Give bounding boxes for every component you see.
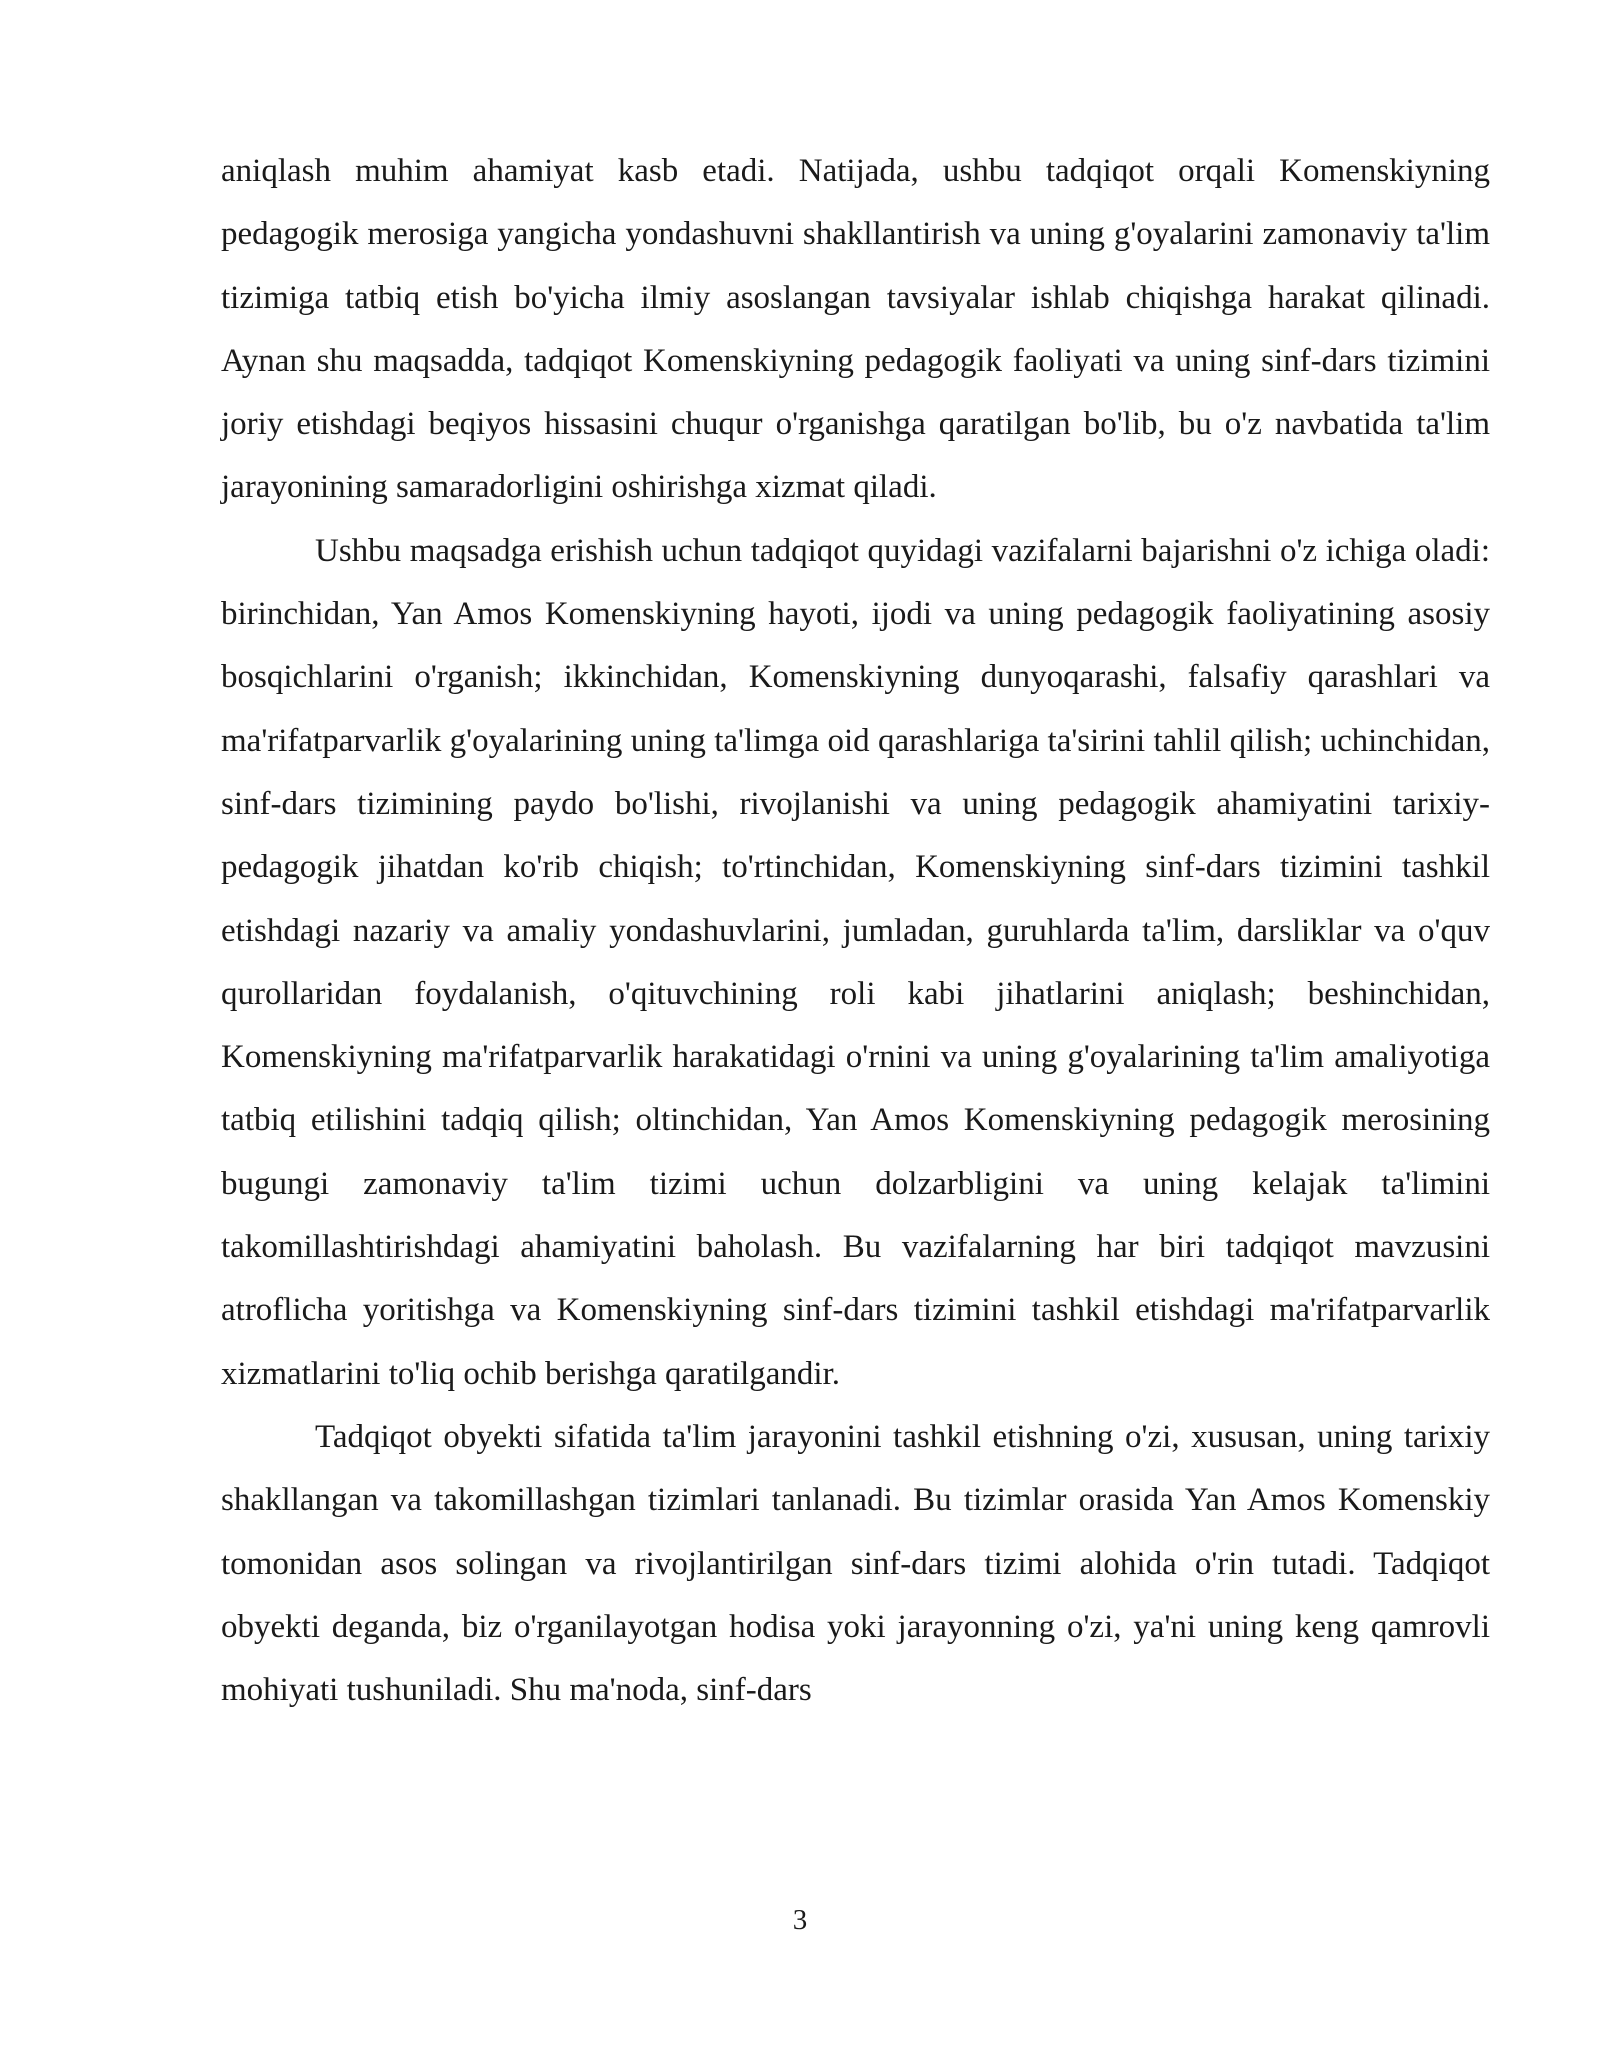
body-text [221, 140, 1490, 1722]
page-number: 3 [792, 1904, 808, 1936]
paragraph-tasks: Ushbu maqsadga erishish uchun tadqiqot quyidagi vazifalarni bajarishni o'z ichiga oladi: birinchidan, Yan Amos Komenskiyning hayoti, ijodi va uning pedagogik faoliyatining asosiy bosqichlarini o'rganish; ikkinchidan, Komenskiyning dunyoqarashi, falsafiy qarashlari va ma'rifatparvarlik g'oyalarining uning ta'limga oid qarashlariga ta'sirini tahlil qilish; uchinchidan, sinf-dars tizimining paydo bo'lishi, rivojlanishi va uning pedagogik ahamiyatini tarixiy-pedagogik jihatdan ko'rib chiqish; to'rtinchidan, Komenskiyning sinf-dars tizimini tashkil etishdagi nazariy va amaliy yondashuvlarini, jumladan, guruhlarda ta'lim, darsliklar va o'quv qurollaridan foydalanish, o'qituvchining roli kabi jihatlarini aniqlash; beshinchidan, Komenskiyning ma'rifatparvarlik harakatidagi o'rnini va uning g'oyalarining ta'lim amaliyotiga tatbiq etilishini tadqiq qilish; oltinchidan, Yan Amos Komenskiyning pedagogik merosining bugungi zamonaviy ta'lim tizimi uchun dolzarbligini va uning kelajak ta'limini takomillashtirishdagi ahamiyatini baholash. Bu vazifalarning har biri tadqiqot mavzusini atroflicha yoritishga va Komenskiyning sinf-dars tizimini tashkil etishdagi ma'rifatparvarlik xizmatlarini to'liq ochib berishga qaratilgandir. [221, 532, 1490, 1392]
paragraph-research-object: Tadqiqot obyekti sifatida ta'lim jarayonini tashkil etishning o'zi, xususan, uning tarixiy shakllangan va takomillashgan tizimlari tanlanadi. Bu tizimlar orasida Yan Amos Komenskiy tomonidan asos solingan va rivojlantirilgan sinf-dars tizimi alohida o'rin tutadi. Tadqiqot obyekti deganda, biz o'rganilayotgan hodisa yoki jarayonning o'zi, ya'ni uning keng qamrovli mohiyati tushuniladi. Shu ma'noda, sinf-dars [221, 1418, 1490, 1709]
paragraph-continuation: aniqlash muhim ahamiyat kasb etadi. Natijada, ushbu tadqiqot orqali Komenskiyning pedagogik merosiga yangicha yondashuvni shakllantirish va uning g'oyalarini zamonaviy ta'lim tizimiga tatbiq etish bo'yicha ilmiy asoslangan tavsiyalar ishlab chiqishga harakat qilinadi. Aynan shu maqsadda, tadqiqot Komenskiyning pedagogik faoliyati va uning sinf-dars tizimini joriy etishdagi beqiyos hissasini chuqur o'rganishga qaratilgan bo'lib, bu o'z navbatida ta'lim jarayonining samaradorligini oshirishga xizmat qiladi. [221, 153, 1490, 506]
